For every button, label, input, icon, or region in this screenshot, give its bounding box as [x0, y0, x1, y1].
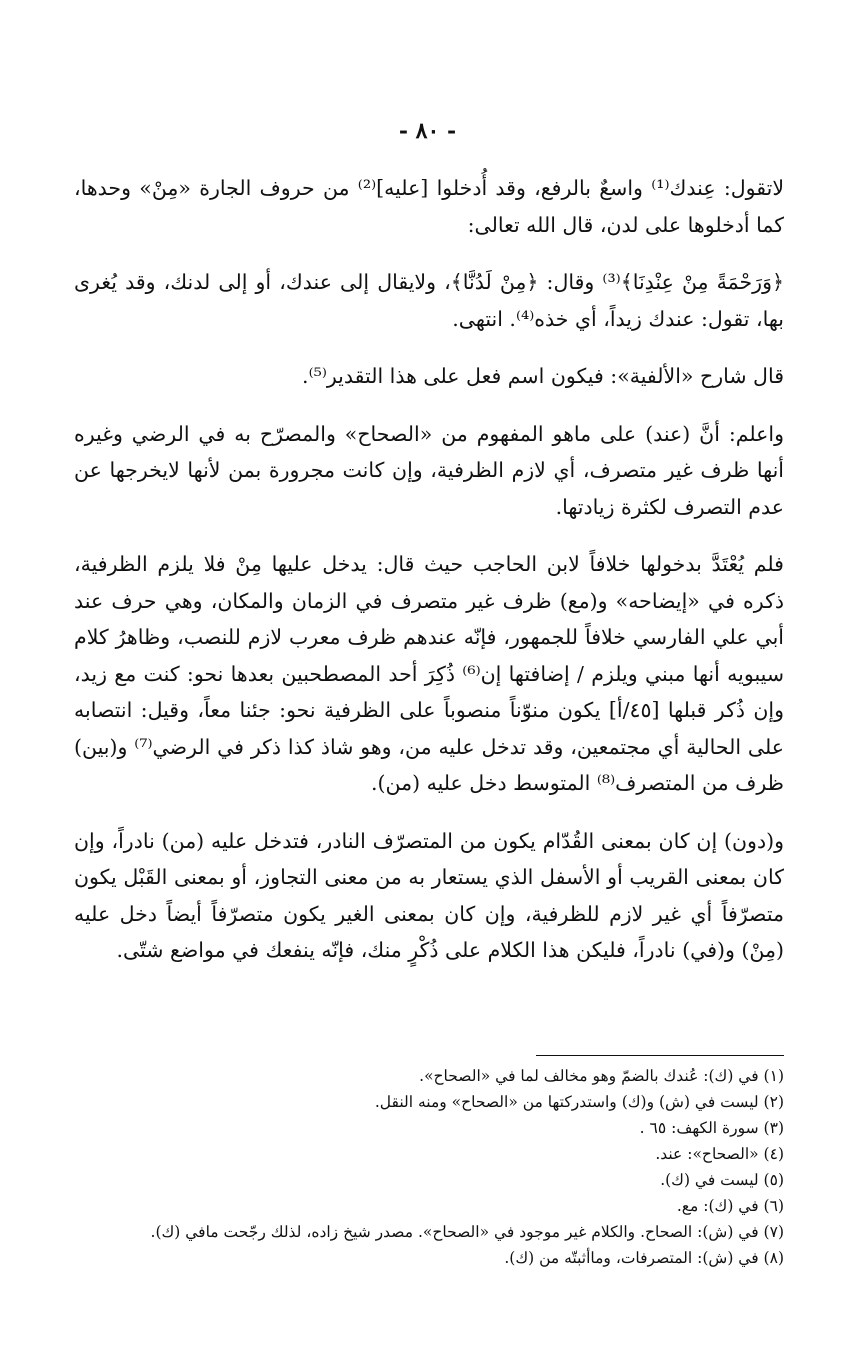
paragraph-5: فلم يُعْتَدَّ بدخولها خلافاً لابن الحاجب حيث قال: يدخل عليها مِنْ فلا يلزم الظرفية، ذكره في «إيضاحه» و(مع) ظرف غير متصرف في الزمان والمكان، وهي حرف عند أبي علي الفارسي خلافاً للجمهور، فإنّه عندهم ظرف معرب لازم للنصب، وظاهرُ كلام سيبويه أنها مبني ويلزم / إضافتها إن⁽⁶⁾ ذُكِرَ أحد المصطحبين بعدها نحو: كنت مع زيد، وإن ذُكر قبلها [٤٥/أ] يكون منوّناً منصوباً على الظرفية نحو: جئنا معاً، وقيل: انتصابه على الحالية أي مجتمعين، وقد تدخل عليه من، وهو شاذ كذا ذكر في الرضي⁽⁷⁾ و(بين) ظرف من المتصرف⁽⁸⁾ المتوسط دخل عليه (من). — [74, 552, 784, 795]
footnote-4: (٤) «الصحاح»: عند. — [655, 1145, 784, 1163]
page-number: - ٨٠ - — [398, 118, 457, 144]
footnote-3: (٣) سورة الكهف: ٦٥ . — [639, 1119, 784, 1137]
footnote-8: (٨) في (ش): المتصرفات، وماأثبتّه من (ك). — [504, 1249, 784, 1267]
footnote-6: (٦) في (ك): مع. — [676, 1197, 784, 1215]
paragraph-4: واعلم: أنَّ (عند) على ماهو المفهوم من «الصحاح» والمصرّح به في الرضي وغيره أنها ظرف غير متصرف، أي لازم الظرفية، وإن كانت مجرورة بمن لأنها لايخرجها عن عدم التصرف لكثرة زيادتها. — [74, 421, 784, 519]
paragraph-3: قال شارح «الألفية»: فيكون اسم فعل على هذا التقدير⁽⁵⁾. — [302, 364, 784, 388]
footnote-7: (٧) في (ش): الصحاح. والكلام غير موجود في «الصحاح». مصدر شيخ زاده، لذلك رجّحت مافي (ك). — [150, 1223, 784, 1241]
footnotes — [74, 1063, 784, 1271]
footnote-5: (٥) ليست في (ك). — [660, 1171, 784, 1189]
main-text — [74, 170, 784, 990]
paragraph-1: لاتقول: عِندك⁽¹⁾ واسعٌ بالرفع، وقد أُدخلوا [عليه]⁽²⁾ من حروف الجارة «مِنْ» وحدها، كما أدخلوها على لدن، قال الله تعالى: — [74, 176, 785, 237]
footnote-1: (١) في (ك): عُندك بالضمّ وهو مخالف لما في «الصحاح». — [419, 1067, 784, 1085]
paragraph-2: ﴿وَرَحْمَةً مِنْ عِنْدِنَا﴾⁽³⁾ وقال: ﴿مِنْ لَدُنَّا﴾، ولايقال إلى عندك، أو إلى لدنك، وقد يُغرى بها، تقول: عندك زيداً، أي خذه⁽⁴⁾. انتهى. — [74, 270, 784, 331]
footnote-2: (٢) ليست في (ش) و(ك) واستدركتها من «الصحاح» ومنه النقل. — [374, 1093, 784, 1111]
paragraph-6: و(دون) إن كان بمعنى القُدّام يكون من المتصرّف النادر، فتدخل عليه (من) نادراً، وإن كان بمعنى القريب أو الأسفل الذي يستعار به من معنى التجاوز، أو بمعنى القَبْل يكون متصرّفاً أي غير لازم للظرفية، وإن كان بمعنى الغير يكون متصرّفاً أيضاً دخل عليه (مِنْ) و(في) نادراً، فليكن هذا الكلام على ذُكْرٍ منك، فإنّه ينفعك في مواضع شتّى. — [74, 828, 784, 962]
footnote-separator — [536, 1055, 784, 1056]
